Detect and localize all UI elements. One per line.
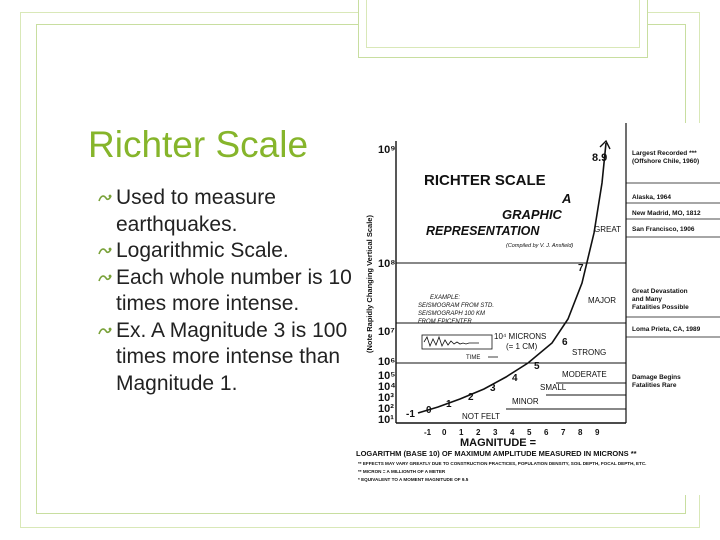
y-tick-label: 10⁷ (378, 326, 395, 338)
figure-heading: REPRESENTATION (426, 224, 540, 238)
y-tick-label: 10⁶ (378, 356, 396, 368)
bullet-text: Ex. A Magnitude 3 is 100 times more intense than Magnitude 1. (116, 318, 348, 395)
example-text: FROM EPICENTER (418, 319, 472, 325)
example-text: EXAMPLE: (430, 295, 461, 301)
x-tick-label: -1 (424, 428, 432, 437)
richter-figure-svg (356, 123, 720, 495)
y-tick-label: 10⁹ (378, 144, 396, 156)
curve-label: 7 (578, 263, 584, 274)
category-label: NOT FELT (462, 412, 500, 421)
event-label: Fatalities Possible (632, 304, 689, 311)
bullet-item (98, 185, 368, 238)
formula-text: LOGARITHM (BASE 10) OF MAXIMUM AMPLITUDE MEASURED IN MICRONS ** (356, 449, 637, 458)
example-text: SEISMOGRAPH 100 KM (418, 311, 486, 317)
bullet-text: Each whole number is 10 times more intense. (116, 265, 352, 315)
example-text: SEISMOGRAM FROM STD. (418, 303, 495, 309)
bullet-flourish-icon (98, 273, 112, 283)
y-tick-label: 10⁴ (378, 381, 396, 393)
event-label: Alaska, 1964 (632, 194, 672, 201)
magnitude-label: MAGNITUDE = (460, 437, 537, 449)
footnote: * EQUIVALENT TO A MOMENT MAGNITUDE OF 9.5 (358, 477, 469, 482)
figure-heading: GRAPHIC (502, 207, 562, 222)
category-label: SMALL (540, 383, 567, 392)
bullet-flourish-icon (98, 326, 112, 336)
richter-scale-figure (356, 123, 720, 495)
microns-label: 10⁴ MICRONS (494, 332, 547, 341)
category-label: MAJOR (588, 296, 616, 305)
category-label: STRONG (572, 348, 607, 357)
x-tick-label: 2 (476, 428, 481, 437)
vertical-axis-label: (Note Rapidly Changing Vertical Scale) (365, 215, 374, 353)
y-tick-label: 10⁵ (378, 370, 396, 382)
x-tick-label: 9 (595, 428, 600, 437)
curve-label: -1 (406, 409, 415, 420)
event-label: Damage Begins (632, 374, 681, 381)
bullet-text: Logarithmic Scale. (116, 239, 289, 262)
y-tick-label: 10⁸ (378, 258, 396, 270)
curve-label: 2 (468, 392, 474, 403)
curve-label: 5 (534, 361, 540, 372)
decorative-corner-box-inner (366, 0, 640, 48)
x-tick-label: 0 (442, 428, 447, 437)
bullet-item (98, 238, 368, 265)
y-tick-label: 10¹ (378, 414, 394, 426)
figure-heading: RICHTER SCALE (424, 172, 546, 189)
x-tick-label: 6 (544, 428, 549, 437)
event-label: Great Devastation (632, 288, 688, 295)
cm-label: (= 1 CM) (506, 342, 538, 351)
x-tick-label: 1 (459, 428, 464, 437)
x-tick-label: 7 (561, 428, 566, 437)
bullet-flourish-icon (98, 246, 112, 256)
category-label: GREAT (594, 225, 621, 234)
x-tick-label: 8 (578, 428, 583, 437)
curve-label: 4 (512, 373, 518, 384)
bullet-list (98, 185, 368, 397)
footnote: ** MICRON = A MILLIONTH OF A METER (358, 469, 446, 474)
curve-label: 0 (426, 405, 432, 416)
x-tick-label: 4 (510, 428, 515, 437)
bullet-item (98, 318, 368, 398)
bullet-flourish-icon (98, 193, 112, 203)
figure-heading: A (562, 191, 572, 206)
footnote: ** EFFECTS MAY VARY GREATLY DUE TO CONSTRUCTION PRACTICES, POPULATION DENSITY, SOIL DEPTH, FOCAL DEPTH, ETC. (358, 461, 647, 466)
x-tick-label: 3 (493, 428, 498, 437)
event-label: Largest Recorded *** (632, 150, 697, 157)
figure-credit: (Compiled by V. J. Ansfield) (506, 243, 574, 249)
curve-label: 6 (562, 337, 568, 348)
slide-title: Richter Scale (88, 124, 309, 165)
event-label: Fatalities Rare (632, 382, 677, 389)
bullet-item (98, 265, 368, 318)
curve-label: 3 (490, 383, 496, 394)
bullet-text: Used to measure earthquakes. (116, 186, 276, 236)
event-label: New Madrid, MO, 1812 (632, 210, 701, 217)
event-label: (Offshore Chile, 1960) (632, 158, 700, 165)
time-label: TIME (466, 355, 481, 361)
curve-label: 1 (446, 399, 452, 410)
category-label: MINOR (512, 397, 539, 406)
y-tick-label: 10² (378, 403, 394, 415)
event-label: Loma Prieta, CA, 1989 (632, 326, 701, 333)
curve-label: 8.9 (592, 152, 608, 164)
event-label: and Many (632, 296, 662, 303)
x-tick-label: 5 (527, 428, 532, 437)
event-label: San Francisco, 1906 (632, 226, 695, 233)
category-label: MODERATE (562, 370, 607, 379)
y-tick-label: 10³ (378, 392, 394, 404)
